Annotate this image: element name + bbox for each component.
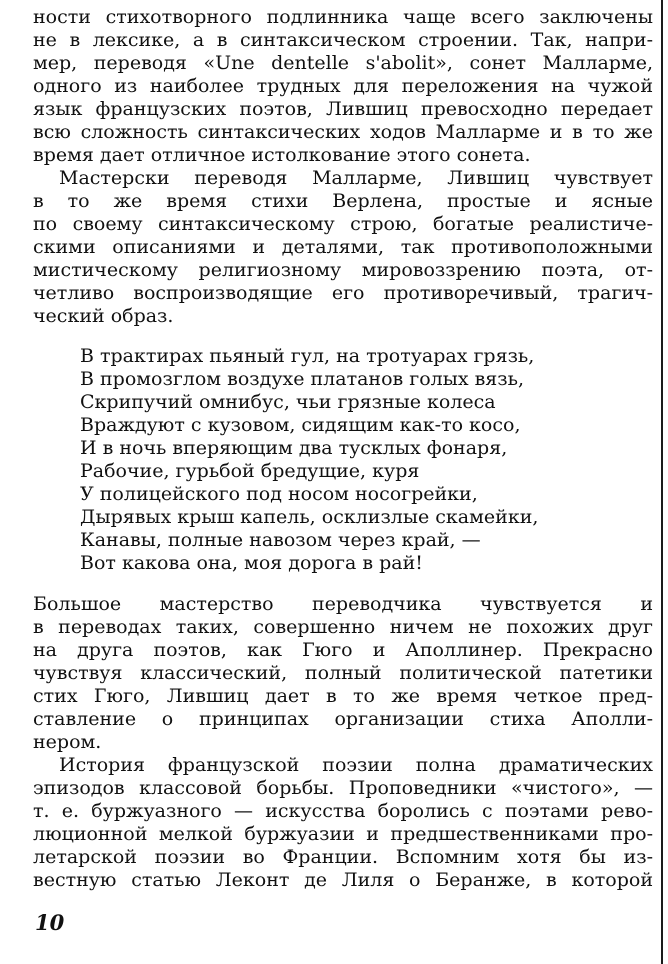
text-line: в то же время стихи Верлена, простые и ясные xyxy=(33,190,653,212)
poem-line: В промозглом воздухе платанов голых вязь, xyxy=(80,368,525,390)
poem-line: В трактирах пьяный гул, на тротуарах грязь, xyxy=(80,345,535,367)
page-edge xyxy=(661,0,663,964)
text-line: вестную статью Леконт де Лиля о Беранже, в которой xyxy=(33,869,653,891)
text-line: язык французских поэтов, Лившиц превосходно передает xyxy=(33,98,653,120)
text-line: История французской поэзии полна драматических xyxy=(59,754,653,776)
text-line: стих Гюго, Лившиц дает в то же время четкое пред- xyxy=(33,685,653,707)
poem-line: Скрипучий омнибус, чьи грязные колеса xyxy=(80,391,496,413)
poem-line: Враждуют с кузовом, сидящим как-то косо, xyxy=(80,414,521,436)
text-line: в переводах таких, совершенно ничем не похожих друг xyxy=(33,616,653,638)
text-line: ческий образ. xyxy=(33,305,174,327)
text-line: люционной мелкой буржуазии и предшественниками про- xyxy=(33,823,653,845)
poem-line: Вот какова она, моя дорога в рай! xyxy=(80,552,423,574)
text-line: скими описаниями и деталями, так противоположными xyxy=(33,236,653,258)
text-line: чувствуя классический, полный политической патетики xyxy=(33,662,653,684)
text-line: мистическому религиозному мировоззрению поэта, от- xyxy=(33,259,653,281)
poem-line: Канавы, полные навозом через край, — xyxy=(80,529,481,551)
text-line: ности стихотворного подлинника чаще всего заключены xyxy=(33,6,653,28)
text-line: мер, переводя «Une dentelle s'abolit», сонет Малларме, xyxy=(33,52,653,74)
paragraph-4 xyxy=(33,754,653,892)
text-line: на друга поэтов, как Гюго и Аполлинер. Прекрасно xyxy=(33,639,653,661)
text-line: летарской поэзии во Франции. Вспомним хотя бы из- xyxy=(33,846,653,868)
paragraph-1 xyxy=(33,6,653,167)
text-line: Мастерски переводя Малларме, Лившиц чувствует xyxy=(59,167,653,189)
poem-line: Рабочие, гурьбой бредущие, куря xyxy=(80,460,420,482)
text-line: четливо воспроизводящие его противоречивый, трагич- xyxy=(33,282,653,304)
text-line: т. е. буржуазного — искусства боролись с поэтами рево- xyxy=(33,800,653,822)
text-line: ставление о принципах организации стиха Аполли- xyxy=(33,708,653,730)
text-line: не в лексике, а в синтаксическом строении. Так, напри- xyxy=(33,29,653,51)
poem-quote xyxy=(80,345,600,575)
text-line: по своему синтаксическому строю, богатые реалистиче- xyxy=(33,213,653,235)
poem-line: У полицейского под носом носогрейки, xyxy=(80,483,478,505)
page-number: 10 xyxy=(35,910,65,935)
text-line: время дает отличное истолкование этого сонета. xyxy=(33,144,531,166)
text-line: одного из наиболее трудных для переложения на чужой xyxy=(33,75,653,97)
text-line: Большое мастерство переводчика чувствуется и xyxy=(33,593,653,615)
paragraph-2 xyxy=(33,167,653,328)
paragraph-3 xyxy=(33,593,653,754)
poem-line: И в ночь вперяющим два тусклых фонаря, xyxy=(80,437,508,459)
text-line: всю сложность синтаксических ходов Малларме и в то же xyxy=(33,121,653,143)
text-line: эпизодов классовой борьбы. Проповедники «чистого», — xyxy=(33,777,653,799)
poem-line: Дырявых крыш капель, осклизлые скамейки, xyxy=(80,506,539,528)
text-line: нером. xyxy=(33,731,102,753)
